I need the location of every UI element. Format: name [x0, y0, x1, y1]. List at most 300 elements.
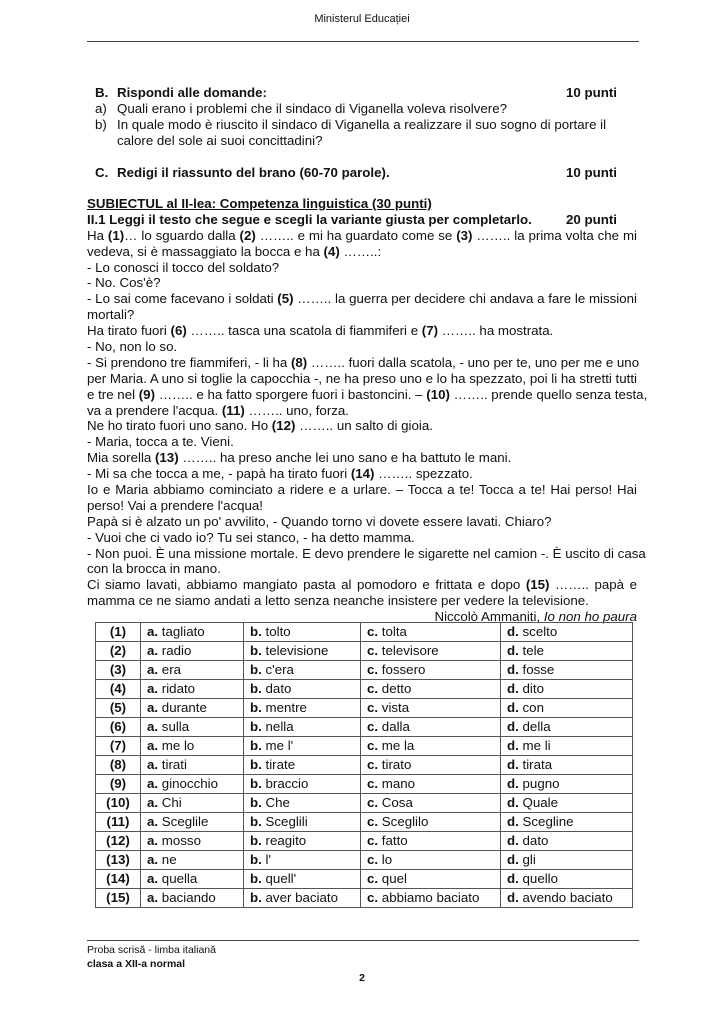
option-letter: c.: [367, 757, 379, 772]
option-text: fossero: [381, 662, 426, 677]
passage-line: [87, 244, 637, 260]
option-text: aver baciato: [265, 890, 338, 905]
option-a: [141, 813, 244, 832]
option-letter: b.: [250, 738, 262, 753]
option-d: [501, 794, 633, 813]
blank-number: (13): [154, 450, 179, 466]
option-a: [141, 642, 244, 661]
option-a: [141, 832, 244, 851]
option-letter: a.: [147, 795, 159, 810]
passage-text: …….. fuori dalla scatola, - uno per te, uno per me e uno: [307, 354, 640, 370]
passage-text: Io e Maria abbiamo cominciato a ridere e a urlare. – Tocca a te! Tocca a te! Hai perso! Hai: [87, 482, 637, 498]
option-d: [501, 737, 633, 756]
item-number: (14): [96, 870, 141, 889]
passage-text: - No. Cos'è?: [87, 275, 161, 291]
option-text: ridato: [161, 681, 196, 696]
option-letter: d.: [507, 700, 519, 715]
option-d: [501, 775, 633, 794]
option-letter: a.: [147, 662, 159, 677]
option-a: [141, 851, 244, 870]
passage-text: …….. ha preso anche lei uno sano e ha battuto le mani.: [178, 450, 512, 466]
blank-number: (3): [456, 227, 473, 243]
question-b: b) In quale modo è riuscito il sindaco di Viganella a realizzare il suo sogno di portare il: [95, 116, 607, 132]
option-b: [244, 851, 361, 870]
option-letter: d.: [507, 738, 519, 753]
option-text: baciando: [161, 890, 216, 905]
passage-line: [87, 450, 637, 466]
option-text: mentre: [265, 700, 307, 715]
subject-2-title: SUBIECTUL al II-lea: Competenza linguistica (30 punti): [87, 196, 432, 211]
option-letter: d.: [507, 643, 519, 658]
passage-text: …….. papà e: [549, 577, 637, 593]
option-letter: c.: [367, 795, 379, 810]
item-number: (3): [96, 661, 141, 680]
option-d: [501, 889, 633, 908]
item-number: (7): [96, 737, 141, 756]
option-d: [501, 718, 633, 737]
option-text: pugno: [522, 776, 560, 791]
option-text: vista: [381, 700, 410, 715]
option-c: [361, 794, 501, 813]
option-text: quel: [381, 871, 407, 886]
option-letter: d.: [507, 871, 519, 886]
blank-number: (2): [239, 227, 256, 243]
passage-line: [87, 307, 637, 323]
option-row: [96, 889, 633, 908]
passage-text: …….. e mi ha guardato come se: [255, 227, 457, 243]
passage-line: [87, 354, 640, 371]
option-text: Chi: [161, 795, 182, 810]
option-row: [96, 680, 633, 699]
passage-text: - Lo sai come facevano i soldati: [87, 291, 278, 307]
option-b: [244, 889, 361, 908]
option-text: me lo: [161, 738, 195, 753]
blank-number: (6): [170, 323, 187, 339]
option-b: [244, 775, 361, 794]
option-text: scelto: [522, 624, 558, 639]
option-letter: b.: [250, 795, 262, 810]
option-text: l': [265, 852, 272, 867]
passage-line: [87, 466, 637, 482]
passage-text: … lo sguardo dalla: [124, 227, 240, 243]
option-a: [141, 680, 244, 699]
option-text: nella: [265, 719, 294, 734]
option-letter: c.: [367, 890, 379, 905]
passage-text: Ci siamo lavati, abbiamo mangiato pasta al pomodoro e frittata e dopo: [87, 577, 526, 593]
blank-number: (9): [138, 386, 156, 402]
option-d: [501, 699, 633, 718]
passage-line: [87, 291, 637, 307]
option-c: [361, 680, 501, 699]
option-d: [501, 851, 633, 870]
option-a: [141, 889, 244, 908]
option-b: [244, 661, 361, 680]
blank-number: (15): [525, 577, 550, 593]
option-letter: c.: [367, 852, 379, 867]
passage-line: [87, 339, 637, 355]
option-row: [96, 813, 633, 832]
option-letter: b.: [250, 624, 262, 639]
option-letter: b.: [250, 776, 262, 791]
option-letter: b.: [250, 719, 262, 734]
passage-line: [87, 371, 637, 387]
option-text: della: [522, 719, 551, 734]
option-text: tirati: [161, 757, 187, 772]
passage-text: …….. la prima volta che mi: [472, 227, 637, 243]
blank-number: (7): [421, 323, 439, 339]
option-letter: c.: [367, 814, 379, 829]
passage-line: [87, 593, 637, 609]
option-d: [501, 813, 633, 832]
option-letter: b.: [250, 833, 262, 848]
option-c: [361, 623, 501, 642]
option-letter: a.: [147, 757, 159, 772]
blank-number: (11): [221, 402, 245, 418]
option-d: [501, 756, 633, 775]
item-number: (5): [96, 699, 141, 718]
passage-line: [87, 228, 637, 244]
option-b: [244, 623, 361, 642]
passage-text: - Vuoi che ci vado io? Tu sei stanco, - ha detto mamma.: [87, 529, 415, 545]
section-c: [87, 165, 637, 181]
passage-text: perso! Vai a prendere l'acqua!: [87, 497, 264, 513]
option-text: Cosa: [381, 795, 413, 810]
option-text: tagliato: [161, 624, 205, 639]
option-a: [141, 623, 244, 642]
option-text: ne: [161, 852, 177, 867]
option-c: [361, 699, 501, 718]
passage-text: Ha: [87, 227, 108, 243]
option-c: [361, 775, 501, 794]
option-b: [244, 794, 361, 813]
option-letter: d.: [507, 814, 519, 829]
header-divider: [87, 41, 639, 42]
option-letter: b.: [250, 871, 262, 886]
option-letter: c.: [367, 738, 379, 753]
option-b: [244, 718, 361, 737]
passage-text: ……..:: [339, 243, 382, 259]
option-d: [501, 870, 633, 889]
option-text: tirate: [265, 757, 296, 772]
option-text: abbiamo baciato: [381, 890, 480, 905]
option-letter: b.: [250, 643, 262, 658]
option-row: [96, 870, 633, 889]
option-text: braccio: [265, 776, 309, 791]
passage-text: - Maria, tocca a te. Vieni.: [87, 434, 234, 450]
passage-text: - Si prendono tre fiammiferi, - li ha: [87, 354, 291, 370]
blank-number: (10): [426, 386, 450, 402]
option-letter: b.: [250, 662, 262, 677]
option-a: [141, 737, 244, 756]
option-text: mano: [381, 776, 416, 791]
option-letter: d.: [507, 890, 519, 905]
passage-text: mortali?: [87, 307, 135, 323]
option-letter: a.: [147, 776, 159, 791]
option-a: [141, 794, 244, 813]
option-d: [501, 680, 633, 699]
passage-line: [87, 561, 637, 577]
option-text: durante: [161, 700, 207, 715]
option-letter: c.: [367, 643, 379, 658]
option-b: [244, 813, 361, 832]
option-letter: d.: [507, 795, 519, 810]
option-letter: a.: [147, 833, 159, 848]
passage-text: …….. e ha fatto sporgere fuori i bastoncini. –: [155, 386, 427, 402]
item-number: (2): [96, 642, 141, 661]
option-c: [361, 813, 501, 832]
passage-line: [87, 260, 637, 276]
passage-text: per Maria. A uno si toglie la capocchia -, ne ha preso uno e lo ha spezzato, poi li ha stretti tutti: [87, 370, 637, 386]
passage-text: vedeva, si è massaggiato la bocca e ha: [87, 243, 324, 259]
option-letter: a.: [147, 814, 159, 829]
passage-text: Ne ho tirato fuori uno sano. Ho: [87, 418, 272, 434]
option-c: [361, 737, 501, 756]
option-a: [141, 661, 244, 680]
option-letter: b.: [250, 890, 262, 905]
page-number: 2: [359, 972, 365, 984]
section-c-points: 10 punti: [566, 165, 617, 180]
option-letter: d.: [507, 852, 519, 867]
passage-text: Papà si è alzato un po' avvilito, - Quando torno vi dovete essere lavati. Chiaro?: [87, 513, 552, 529]
option-text: Scegline: [522, 814, 574, 829]
option-row: [96, 775, 633, 794]
option-row: [96, 661, 633, 680]
option-letter: c.: [367, 871, 379, 886]
option-text: quella: [161, 871, 198, 886]
blank-number: (14): [350, 466, 375, 482]
option-text: Sceglili: [265, 814, 308, 829]
option-text: mosso: [161, 833, 201, 848]
option-letter: a.: [147, 624, 159, 639]
option-b: [244, 737, 361, 756]
option-text: sulla: [161, 719, 190, 734]
section-b: [87, 85, 637, 149]
passage-text: …….. un salto di gioia.: [295, 418, 433, 434]
passage-line: [87, 482, 637, 498]
question-b-cont: calore del sole ai suoi concittadini?: [117, 132, 323, 148]
passage-text: - Mi sa che tocca a me, - papà ha tirato fuori: [87, 466, 351, 482]
option-letter: c.: [367, 700, 379, 715]
option-letter: a.: [147, 890, 159, 905]
option-c: [361, 870, 501, 889]
passage-text: - Lo conosci il tocco del soldato?: [87, 259, 280, 275]
section-b-heading: B. Rispondi alle domande:: [95, 85, 267, 100]
passage-text: - Non puoi. È una missione mortale. E devo prendere le sigarette nel camion -. È uscito di casa: [87, 545, 646, 561]
section-c-heading: C. Redigi il riassunto del brano (60-70 parole).: [95, 165, 390, 180]
exercise-title: II.1 Leggi il testo che segue e scegli la variante giusta per completarlo.: [87, 211, 532, 227]
option-letter: a.: [147, 643, 159, 658]
option-letter: b.: [250, 700, 262, 715]
option-text: me l': [265, 738, 294, 753]
option-c: [361, 889, 501, 908]
attribution: Niccolò Ammaniti, Io non ho paura: [434, 609, 637, 625]
option-text: fatto: [381, 833, 408, 848]
option-letter: d.: [507, 757, 519, 772]
item-number: (10): [96, 794, 141, 813]
option-c: [361, 832, 501, 851]
option-text: radio: [161, 643, 192, 658]
option-text: tirata: [522, 757, 553, 772]
passage-text: con la brocca in mano.: [87, 561, 221, 577]
option-c: [361, 661, 501, 680]
option-row: [96, 737, 633, 756]
option-row: [96, 756, 633, 775]
option-text: gli: [522, 852, 536, 867]
option-text: ginocchio: [161, 776, 218, 791]
passage: [87, 227, 648, 609]
blank-number: (1): [107, 227, 125, 243]
passage-line: [87, 434, 637, 450]
option-b: [244, 832, 361, 851]
option-letter: a.: [147, 852, 159, 867]
passage-text: …….. prende quello senza testa,: [449, 386, 648, 402]
passage-text: …….. tasca una scatola di fiammiferi e: [186, 323, 422, 339]
blank-number: (8): [290, 354, 308, 370]
option-letter: d.: [507, 681, 519, 696]
option-letter: b.: [250, 814, 262, 829]
option-text: reagito: [265, 833, 307, 848]
passage-text: - No, non lo so.: [87, 339, 178, 355]
item-number: (12): [96, 832, 141, 851]
item-number: (6): [96, 718, 141, 737]
footer-subject: Proba scrisă - limba italiană: [87, 944, 216, 956]
option-letter: d.: [507, 776, 519, 791]
passage-line: [87, 514, 637, 530]
exercise-points: 20 punti: [566, 211, 617, 227]
item-number: (11): [96, 813, 141, 832]
option-letter: d.: [507, 719, 519, 734]
option-text: televisore: [381, 643, 439, 658]
item-number: (15): [96, 889, 141, 908]
passage-text: va a prendere l'acqua.: [87, 402, 222, 418]
option-text: Quale: [522, 795, 559, 810]
option-row: [96, 851, 633, 870]
option-a: [141, 870, 244, 889]
option-d: [501, 832, 633, 851]
footer-divider: [87, 940, 639, 941]
passage-text: …….. la guerra per decidere chi andava a fare le missioni: [293, 291, 637, 307]
option-letter: d.: [507, 833, 519, 848]
option-a: [141, 775, 244, 794]
option-letter: d.: [507, 624, 519, 639]
option-text: tolta: [381, 624, 407, 639]
item-number: (13): [96, 851, 141, 870]
passage-line: [87, 403, 637, 419]
option-letter: a.: [147, 738, 159, 753]
option-text: dalla: [381, 719, 410, 734]
passage-text: Ha tirato fuori: [87, 323, 171, 339]
passage-text: …….. uno, forza.: [244, 402, 349, 418]
option-c: [361, 718, 501, 737]
passage-line: [87, 386, 648, 403]
option-letter: b.: [250, 681, 262, 696]
passage-line: [87, 498, 637, 514]
option-letter: a.: [147, 719, 159, 734]
option-letter: a.: [147, 700, 159, 715]
option-letter: c.: [367, 719, 379, 734]
option-text: fosse: [522, 662, 555, 677]
option-text: Sceglile: [161, 814, 209, 829]
option-text: dato: [522, 833, 549, 848]
footer-class: clasa a XII-a normal: [87, 958, 186, 970]
option-row: [96, 642, 633, 661]
option-text: tele: [522, 643, 544, 658]
question-a: a) Quali erano i problemi che il sindaco di Viganella voleva risolvere?: [95, 100, 508, 116]
option-d: [501, 661, 633, 680]
passage-line: [87, 545, 646, 562]
option-text: Che: [265, 795, 290, 810]
option-letter: d.: [507, 662, 519, 677]
option-row: [96, 832, 633, 851]
option-letter: c.: [367, 624, 379, 639]
option-a: [141, 756, 244, 775]
blank-number: (5): [277, 291, 294, 307]
option-b: [244, 642, 361, 661]
option-c: [361, 851, 501, 870]
option-letter: a.: [147, 681, 159, 696]
option-c: [361, 642, 501, 661]
option-b: [244, 699, 361, 718]
passage-text: e tre nel: [87, 386, 139, 402]
passage-text: …….. spezzato.: [374, 466, 473, 482]
option-d: [501, 623, 633, 642]
passage-text: Mia sorella: [87, 450, 155, 466]
option-a: [141, 718, 244, 737]
option-text: me li: [522, 738, 551, 753]
item-number: (8): [96, 756, 141, 775]
option-text: quell': [265, 871, 297, 886]
option-text: avendo baciato: [522, 890, 613, 905]
option-text: quello: [522, 871, 559, 886]
option-text: c'era: [265, 662, 294, 677]
option-row: [96, 718, 633, 737]
option-text: dato: [265, 681, 292, 696]
option-letter: c.: [367, 776, 379, 791]
option-text: televisione: [265, 643, 329, 658]
option-row: [96, 794, 633, 813]
option-text: con: [522, 700, 544, 715]
option-text: dito: [522, 681, 544, 696]
blank-number: (12): [271, 418, 296, 434]
option-b: [244, 870, 361, 889]
option-d: [501, 642, 633, 661]
blank-number: (4): [323, 243, 340, 259]
option-text: lo: [381, 852, 393, 867]
passage-line: [87, 323, 637, 339]
passage-line: [87, 530, 637, 546]
option-letter: c.: [367, 681, 379, 696]
option-text: Sceglilo: [381, 814, 429, 829]
page-header: Ministerul Educației: [314, 13, 410, 25]
option-row: [96, 623, 633, 642]
passage-line: [87, 418, 637, 434]
passage-line: [87, 577, 637, 593]
option-letter: b.: [250, 852, 262, 867]
passage-text: …….. ha mostrata.: [438, 323, 554, 339]
section-b-points: 10 punti: [566, 85, 617, 100]
item-number: (4): [96, 680, 141, 699]
option-b: [244, 680, 361, 699]
options-table: [95, 622, 633, 908]
passage-text: mamma ce ne siamo andati a letto senza neanche insistere per vedere la televisione.: [87, 593, 589, 609]
option-letter: c.: [367, 833, 379, 848]
option-text: me la: [381, 738, 415, 753]
option-text: detto: [381, 681, 412, 696]
option-c: [361, 756, 501, 775]
passage-line: [87, 275, 637, 291]
option-text: tirato: [381, 757, 412, 772]
option-text: era: [161, 662, 182, 677]
